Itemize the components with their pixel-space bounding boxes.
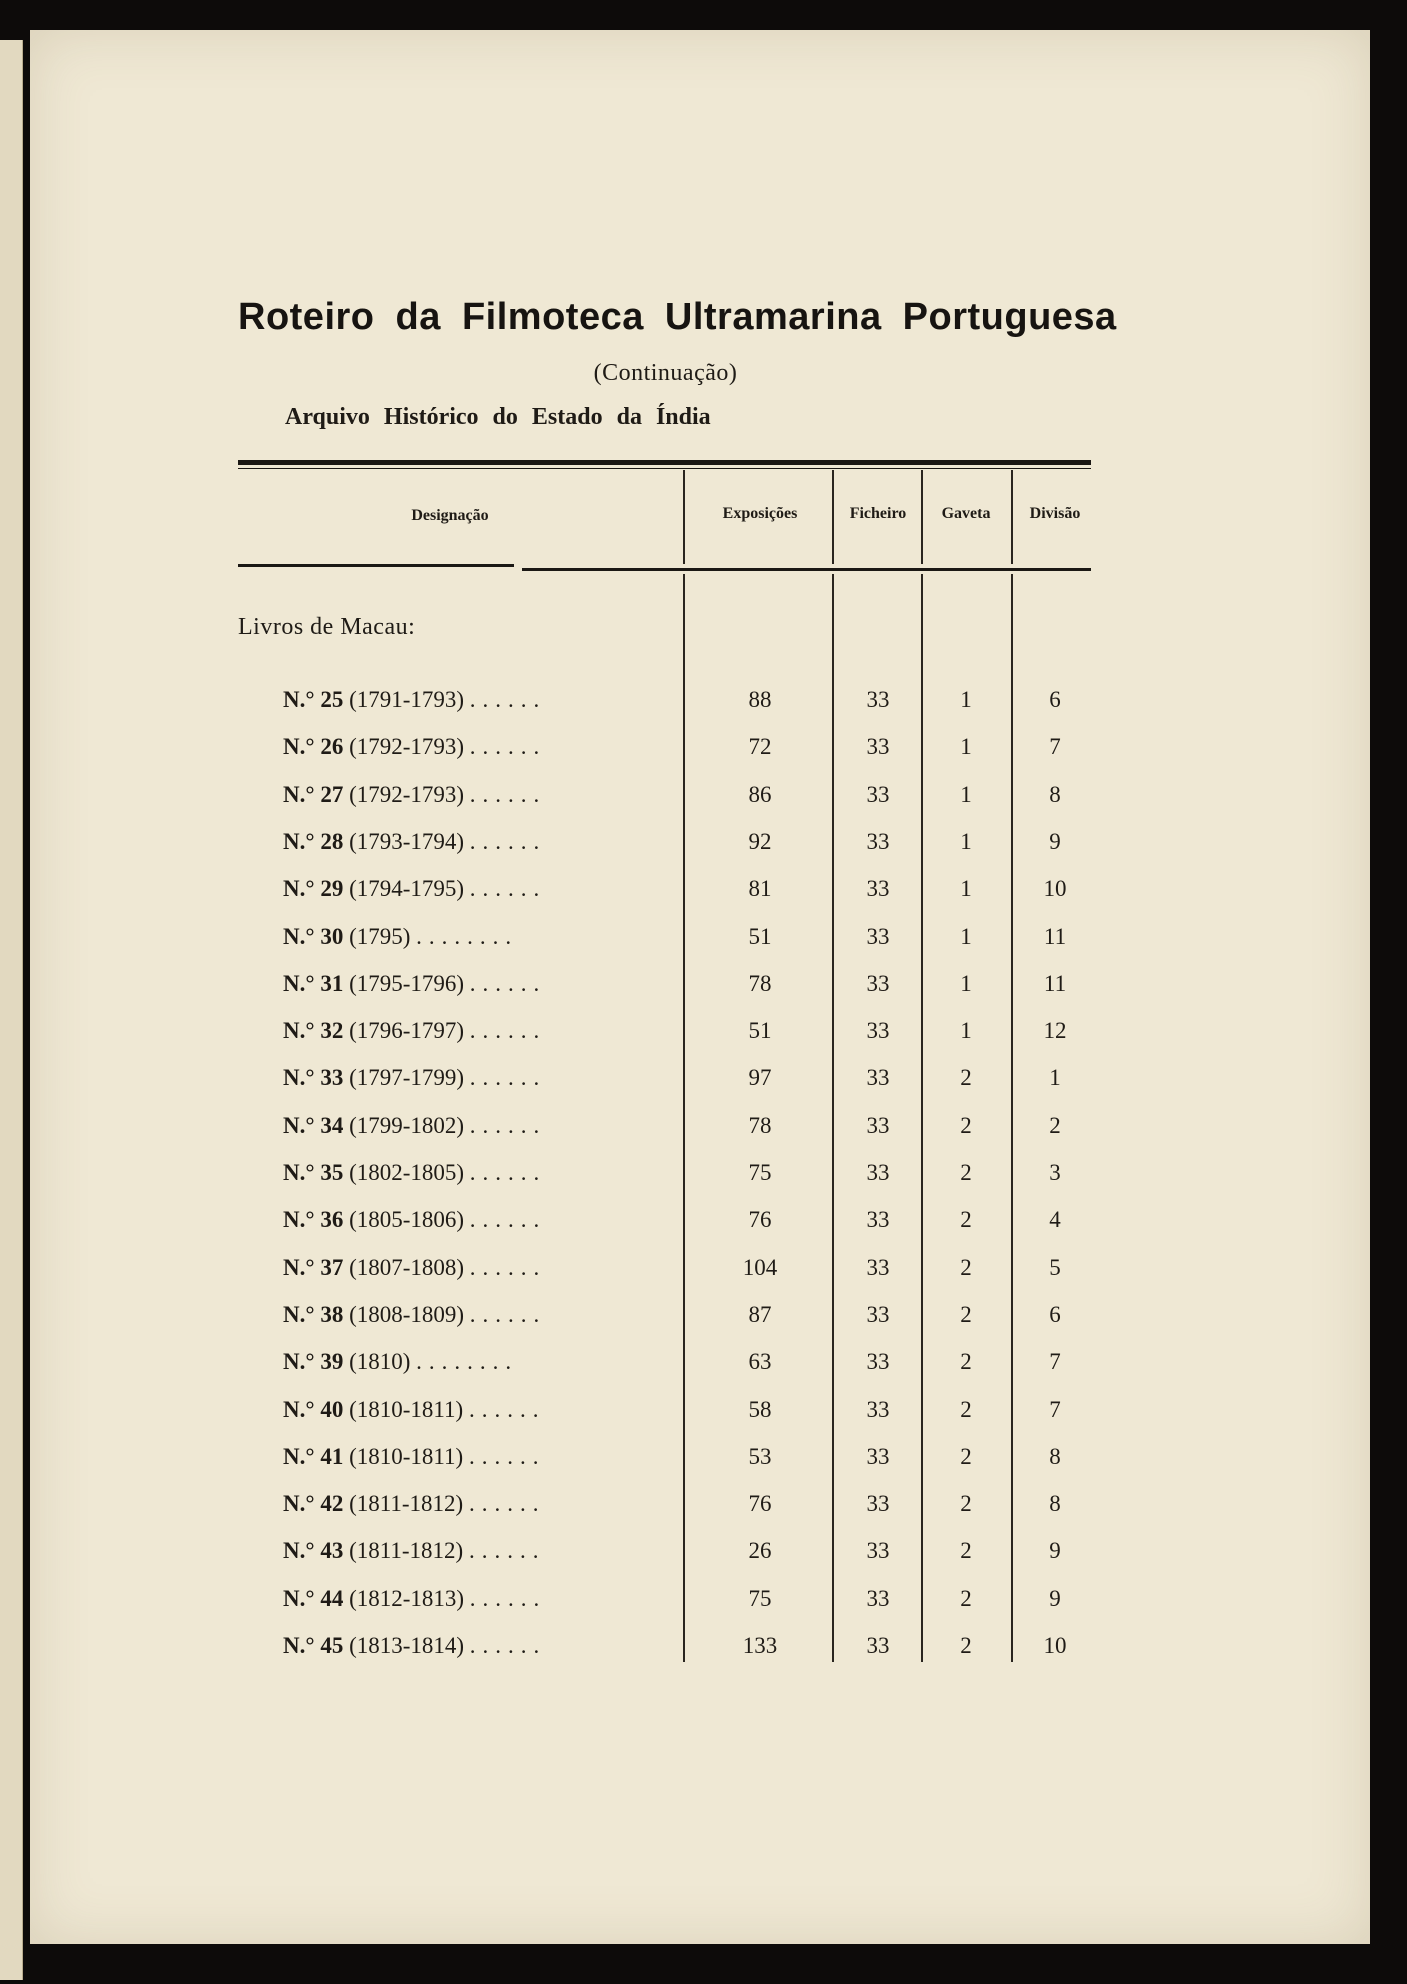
row-years: (1791-1793) (349, 687, 465, 712)
table-row (0, 1397, 1407, 1427)
row-number: 28 (320, 828, 344, 854)
row-leader-dots: ...... (469, 1160, 547, 1185)
row-divisao: 8 (1049, 781, 1061, 807)
row-ficheiro: 33 (866, 1538, 890, 1564)
row-exposicoes: 76 (748, 1207, 772, 1233)
column-header-designacao: Designação (411, 507, 489, 524)
row-number: 25 (320, 687, 344, 712)
column-header-divisao: Divisão (1029, 505, 1081, 522)
row-exposicoes: 58 (748, 1396, 772, 1422)
column-divider (683, 470, 685, 564)
row-number: 31 (320, 970, 344, 996)
row-divisao: 4 (1049, 1207, 1061, 1233)
row-prefix: N.° (283, 1585, 315, 1611)
row-years: (1811-1812) (349, 1538, 464, 1564)
column-divider (832, 470, 834, 564)
table-row (0, 782, 1407, 812)
row-exposicoes: 75 (748, 1160, 772, 1185)
row-divisao: 8 (1049, 1491, 1061, 1517)
row-divisao: 3 (1049, 1160, 1061, 1185)
row-exposicoes: 51 (748, 923, 772, 949)
row-years: (1792-1793) (349, 781, 465, 807)
row-prefix: N.° (283, 1018, 315, 1044)
row-exposicoes: 104 (742, 1254, 778, 1280)
row-ficheiro: 33 (866, 828, 890, 854)
row-exposicoes: 97 (748, 1065, 772, 1091)
row-prefix: N.° (283, 1396, 315, 1422)
section-heading: Livros de Macau: (238, 614, 416, 640)
row-gaveta: 1 (960, 970, 972, 996)
row-exposicoes: 92 (748, 828, 772, 854)
row-ficheiro: 33 (866, 1585, 890, 1611)
row-leader-dots: ...... (469, 687, 547, 712)
row-ficheiro: 33 (866, 1254, 890, 1280)
document-subtitle: (Continuação) (593, 360, 738, 386)
row-leader-dots: ...... (468, 1491, 546, 1517)
row-years: (1810-1811) (349, 1443, 464, 1469)
row-prefix: N.° (283, 1349, 315, 1375)
table-row (0, 1444, 1407, 1474)
row-years: (1795) (349, 923, 411, 949)
table-row (0, 1302, 1407, 1332)
row-designation (283, 1491, 545, 1517)
table-row (0, 1113, 1407, 1143)
row-years: (1808-1809) (349, 1301, 465, 1327)
row-gaveta: 1 (960, 923, 972, 949)
row-gaveta: 2 (960, 1538, 972, 1564)
table-row (0, 829, 1407, 859)
document-title: Roteiro da Filmoteca Ultramarina Portuguesa (238, 296, 1117, 338)
row-exposicoes: 51 (748, 1018, 772, 1044)
row-ficheiro: 33 (866, 1349, 890, 1375)
row-number: 27 (320, 781, 344, 807)
row-leader-dots: ...... (469, 876, 547, 902)
table-row (0, 1018, 1407, 1048)
row-divisao: 6 (1049, 1301, 1061, 1327)
table-row (0, 1633, 1407, 1663)
row-ficheiro: 33 (866, 923, 890, 949)
row-prefix: N.° (283, 1538, 315, 1564)
row-leader-dots: ...... (469, 734, 547, 760)
row-number: 40 (320, 1396, 344, 1422)
row-designation (283, 1302, 546, 1328)
row-exposicoes: 75 (748, 1585, 772, 1611)
row-ficheiro: 33 (866, 1633, 890, 1658)
row-divisao: 1 (1049, 1065, 1061, 1091)
row-prefix: N.° (283, 1301, 315, 1327)
row-number: 33 (320, 1065, 344, 1091)
row-ficheiro: 33 (866, 1160, 890, 1185)
header-rule-thin (238, 468, 1091, 469)
row-gaveta: 1 (960, 1018, 972, 1044)
row-leader-dots: ...... (469, 1018, 547, 1044)
row-ficheiro: 33 (866, 781, 890, 807)
row-designation (283, 734, 546, 760)
row-exposicoes: 26 (748, 1538, 772, 1564)
row-years: (1813-1814) (349, 1633, 465, 1658)
row-divisao: 2 (1049, 1112, 1061, 1138)
row-gaveta: 2 (960, 1207, 972, 1233)
row-divisao: 7 (1049, 1396, 1061, 1422)
row-prefix: N.° (283, 1112, 315, 1138)
table-row (0, 1349, 1407, 1379)
row-number: 41 (320, 1443, 344, 1469)
row-leader-dots: ...... (468, 1443, 546, 1469)
row-ficheiro: 33 (866, 1112, 890, 1138)
row-number: 36 (320, 1207, 344, 1233)
row-leader-dots: ...... (469, 1585, 547, 1611)
row-years: (1793-1794) (349, 828, 465, 854)
row-number: 45 (320, 1633, 344, 1658)
row-prefix: N.° (283, 1443, 315, 1469)
row-designation (283, 1633, 546, 1659)
row-number: 34 (320, 1112, 344, 1138)
row-designation (283, 1586, 546, 1612)
row-number: 37 (320, 1254, 344, 1280)
row-leader-dots: ...... (469, 1633, 547, 1658)
row-exposicoes: 63 (748, 1349, 772, 1375)
row-divisao: 7 (1049, 734, 1061, 760)
row-exposicoes: 53 (748, 1443, 772, 1469)
row-designation (283, 1160, 546, 1186)
row-exposicoes: 78 (748, 1112, 772, 1138)
row-prefix: N.° (283, 970, 315, 996)
row-ficheiro: 33 (866, 734, 890, 760)
row-designation (283, 1349, 518, 1375)
row-gaveta: 2 (960, 1065, 972, 1091)
row-gaveta: 2 (960, 1633, 972, 1658)
row-divisao: 9 (1049, 1538, 1061, 1564)
row-number: 35 (320, 1160, 344, 1185)
row-leader-dots: ........ (416, 1349, 519, 1375)
row-number: 32 (320, 1018, 344, 1044)
row-prefix: N.° (283, 1491, 315, 1517)
table-row (0, 876, 1407, 906)
row-divisao: 8 (1049, 1443, 1061, 1469)
row-number: 29 (320, 876, 344, 902)
row-ficheiro: 33 (866, 1207, 890, 1233)
table-row (0, 1207, 1407, 1237)
column-divider (1011, 470, 1013, 564)
row-years: (1797-1799) (349, 1065, 465, 1091)
row-prefix: N.° (283, 923, 315, 949)
row-divisao: 9 (1049, 828, 1061, 854)
row-divisao: 11 (1043, 970, 1067, 996)
row-number: 26 (320, 734, 344, 760)
row-leader-dots: ...... (469, 1254, 547, 1280)
row-designation (283, 876, 546, 902)
row-prefix: N.° (283, 1633, 315, 1658)
row-designation (283, 1538, 545, 1564)
row-designation (283, 687, 546, 713)
column-header-ficheiro: Ficheiro (849, 505, 907, 522)
row-prefix: N.° (283, 1254, 315, 1280)
row-gaveta: 2 (960, 1349, 972, 1375)
row-number: 42 (320, 1491, 344, 1517)
table-row (0, 1065, 1407, 1095)
row-number: 30 (320, 923, 344, 949)
header-rule-thick (238, 460, 1091, 465)
row-exposicoes: 81 (748, 876, 772, 902)
row-years: (1794-1795) (349, 876, 465, 902)
row-gaveta: 2 (960, 1254, 972, 1280)
row-years: (1812-1813) (349, 1585, 465, 1611)
row-divisao: 10 (1043, 876, 1067, 902)
row-gaveta: 2 (960, 1160, 972, 1185)
table-row (0, 734, 1407, 764)
row-divisao: 5 (1049, 1254, 1061, 1280)
row-years: (1810-1811) (349, 1396, 464, 1422)
row-prefix: N.° (283, 781, 315, 807)
row-leader-dots: ...... (469, 781, 547, 807)
row-leader-dots: ...... (468, 1396, 546, 1422)
row-prefix: N.° (283, 1160, 315, 1185)
header-bottom-rule-left (238, 564, 514, 567)
row-designation (283, 829, 546, 855)
page-edge (0, 40, 23, 1980)
row-gaveta: 1 (960, 687, 972, 712)
row-gaveta: 2 (960, 1585, 972, 1611)
row-exposicoes: 133 (742, 1633, 778, 1658)
row-designation (283, 782, 546, 808)
row-divisao: 7 (1049, 1349, 1061, 1375)
table-row (0, 1160, 1407, 1190)
row-designation (283, 924, 518, 950)
row-exposicoes: 86 (748, 781, 772, 807)
row-exposicoes: 78 (748, 970, 772, 996)
table-row (0, 1255, 1407, 1285)
row-gaveta: 2 (960, 1443, 972, 1469)
row-leader-dots: ...... (468, 1538, 546, 1564)
row-gaveta: 2 (960, 1491, 972, 1517)
row-ficheiro: 33 (866, 1065, 890, 1091)
row-number: 43 (320, 1538, 344, 1564)
row-years: (1802-1805) (349, 1160, 465, 1185)
row-years: (1799-1802) (349, 1112, 465, 1138)
row-designation (283, 1207, 546, 1233)
row-years: (1805-1806) (349, 1207, 465, 1233)
row-designation (283, 1397, 545, 1423)
row-designation (283, 1113, 546, 1139)
row-prefix: N.° (283, 1207, 315, 1233)
row-designation (283, 1018, 546, 1044)
column-divider (921, 470, 923, 564)
row-gaveta: 1 (960, 876, 972, 902)
row-gaveta: 1 (960, 781, 972, 807)
row-prefix: N.° (283, 734, 315, 760)
row-designation (283, 1444, 545, 1470)
row-gaveta: 2 (960, 1301, 972, 1327)
row-leader-dots: ...... (469, 1112, 547, 1138)
row-designation (283, 971, 546, 997)
row-exposicoes: 87 (748, 1301, 772, 1327)
row-prefix: N.° (283, 876, 315, 902)
row-years: (1807-1808) (349, 1254, 465, 1280)
row-years: (1792-1793) (349, 734, 465, 760)
row-number: 39 (320, 1349, 344, 1375)
archive-name: Arquivo Histórico do Estado da Índia (285, 404, 711, 430)
column-header-gaveta: Gaveta (941, 505, 991, 522)
row-leader-dots: ...... (469, 1301, 547, 1327)
row-exposicoes: 76 (748, 1491, 772, 1517)
row-divisao: 11 (1043, 923, 1067, 949)
row-divisao: 10 (1043, 1633, 1067, 1658)
row-leader-dots: ...... (469, 828, 547, 854)
row-ficheiro: 33 (866, 1396, 890, 1422)
row-years: (1795-1796) (349, 970, 465, 996)
table-row (0, 687, 1407, 717)
row-number: 44 (320, 1585, 344, 1611)
row-leader-dots: ........ (416, 923, 519, 949)
table-row (0, 1538, 1407, 1568)
row-divisao: 6 (1049, 687, 1061, 712)
row-years: (1796-1797) (349, 1018, 465, 1044)
row-gaveta: 2 (960, 1112, 972, 1138)
row-ficheiro: 33 (866, 687, 890, 712)
row-gaveta: 2 (960, 1396, 972, 1422)
row-ficheiro: 33 (866, 1301, 890, 1327)
row-prefix: N.° (283, 687, 315, 712)
row-ficheiro: 33 (866, 876, 890, 902)
row-ficheiro: 33 (866, 970, 890, 996)
column-header-exposicoes: Exposições (722, 505, 798, 522)
table-row (0, 924, 1407, 954)
row-ficheiro: 33 (866, 1018, 890, 1044)
row-leader-dots: ...... (469, 970, 547, 996)
row-designation (283, 1065, 546, 1091)
row-ficheiro: 33 (866, 1443, 890, 1469)
row-years: (1811-1812) (349, 1491, 464, 1517)
row-designation (283, 1255, 546, 1281)
row-gaveta: 1 (960, 734, 972, 760)
row-leader-dots: ...... (469, 1207, 547, 1233)
row-years: (1810) (349, 1349, 411, 1375)
row-exposicoes: 72 (748, 734, 772, 760)
row-prefix: N.° (283, 828, 315, 854)
row-prefix: N.° (283, 1065, 315, 1091)
row-exposicoes: 88 (748, 687, 772, 712)
row-divisao: 12 (1043, 1018, 1067, 1044)
row-number: 38 (320, 1301, 344, 1327)
table-row (0, 1586, 1407, 1616)
row-ficheiro: 33 (866, 1491, 890, 1517)
header-bottom-rule-right (522, 568, 1091, 571)
row-leader-dots: ...... (469, 1065, 547, 1091)
table-row (0, 971, 1407, 1001)
row-divisao: 9 (1049, 1585, 1061, 1611)
table-row (0, 1491, 1407, 1521)
row-gaveta: 1 (960, 828, 972, 854)
